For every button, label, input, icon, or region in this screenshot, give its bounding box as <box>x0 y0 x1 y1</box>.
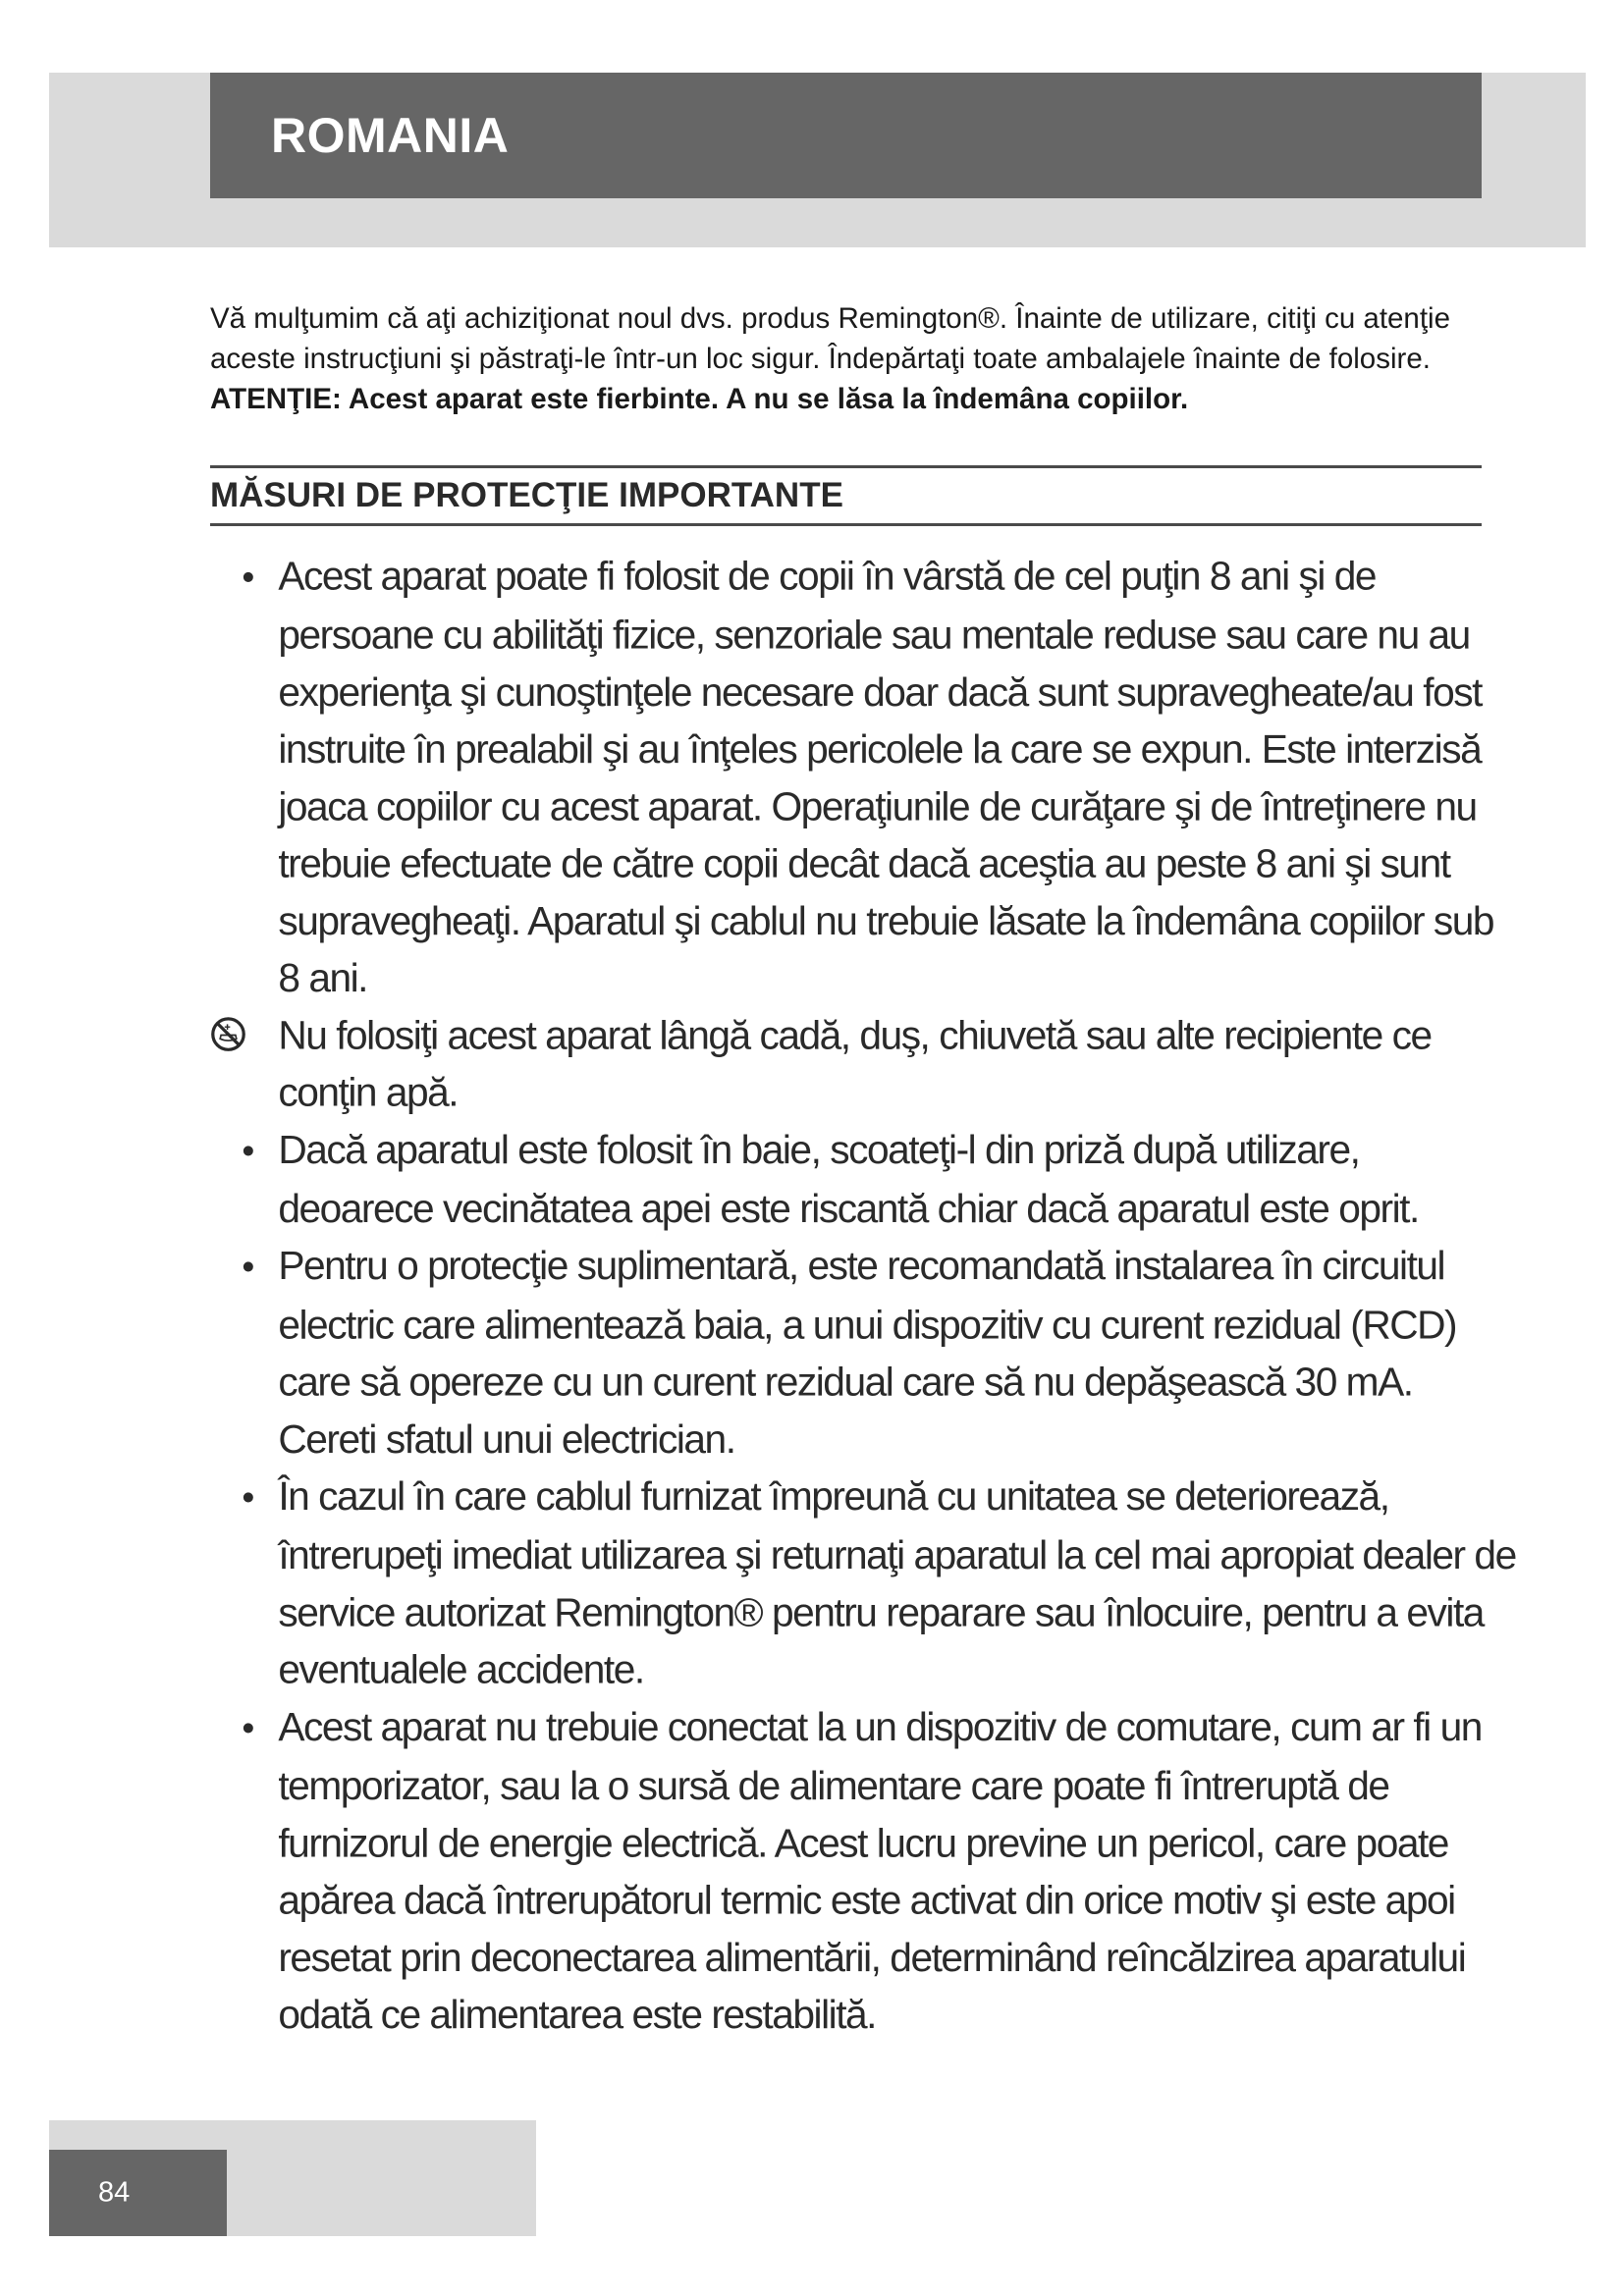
section-heading-text: MĂSURI DE PROTECŢIE IMPORTANTE <box>210 476 843 514</box>
list-item-text: Acest aparat nu trebuie conectat la un dispozitiv de comutare, cum ar fi un temporizator, sau la o sursă de alimentare care poate fi întreruptă de furnizorul de energie electrică. Acest lucru previne un pericol, care poate apărea dacă întrerupătorul termic este activat din orice motiv şi este apoi resetat prin deconectarea alimentării, determinând reîncălzirea aparatului odată ce alimentarea este restabilită. <box>278 1704 1482 2038</box>
list-item <box>210 1468 1516 1699</box>
intro-warning: ATENŢIE: Acest aparat este fierbinte. A nu se lăsa la îndemâna copiilor. <box>210 383 1189 415</box>
list-item-text: Nu folosiţi acest aparat lângă cadă, duş, chiuvetă sau alte recipiente ce conţin apă. <box>278 1013 1432 1115</box>
list-item-text: Dacă aparatul este folosit în baie, scoateţi-l din priză după utilizare, deoarece vecinătatea apei este riscantă chiar dacă aparatul este oprit. <box>278 1127 1419 1232</box>
bullet-marker: • <box>242 1708 253 1749</box>
list-item <box>210 548 1516 1007</box>
section-heading <box>210 465 1482 526</box>
footer-page-box <box>49 2150 227 2236</box>
safety-list <box>210 548 1516 2044</box>
page-number: 84 <box>98 2176 131 2209</box>
bullet-marker: • <box>242 1247 253 1288</box>
bullet-marker: • <box>242 1131 253 1172</box>
no-water-icon <box>210 1016 246 1052</box>
intro-text: Vă mulţumim că aţi achiziţionat noul dvs. produs Remington®. Înainte de utilizare, citiţi cu atenţie aceste instrucţiuni şi păstraţi-le într-un loc sigur. Îndepărtaţi toate ambalajele înainte de folosire. <box>210 302 1450 375</box>
list-item-text: Acest aparat poate fi folosit de copii în vârstă de cel puţin 8 ani şi de persoane cu abilităţi fizice, senzoriale sau mentale reduse sau care nu au experienţa şi cunoştinţele necesare doar dacă sunt supravegheate/au fost instruite în prealabil şi au înţeles pericolele la care se expun. Este interzisă joaca copiilor cu acest aparat. Operaţiunile de curăţare şi de întreţinere nu trebuie efectuate de către copii decât dacă aceştia au peste 8 ani şi sunt supravegheaţi. Aparatul şi cablul nu trebuie lăsate la îndemâna copiilor sub 8 ani. <box>278 554 1494 1001</box>
bullet-marker: • <box>242 558 253 598</box>
list-item <box>210 1698 1516 2043</box>
header-title-box <box>210 73 1482 198</box>
page-title: ROMANIA <box>271 108 510 163</box>
list-item-warning <box>210 1007 1516 1122</box>
intro-paragraph <box>210 298 1487 419</box>
list-item-text: Pentru o protecţie suplimentară, este recomandată instalarea în circuitul electric care alimentează baia, a unui dispozitiv cu curent rezidual (RCD) care să opereze cu un curent rezidual care să nu depăşească 30 mA. Cereti sfatul unui electrician. <box>278 1244 1457 1463</box>
bullet-marker: • <box>242 1477 253 1519</box>
list-item <box>210 1238 1516 1468</box>
list-item-text: În cazul în care cablul furnizat împreună cu unitatea se deteriorează, întrerupeţi imediat utilizarea şi returnaţi aparatul la cel mai apropiat dealer de service autorizat Remington® pentru reparare sau înlocuire, pentru a evita eventualele accidente. <box>278 1474 1516 1692</box>
list-item <box>210 1121 1516 1237</box>
